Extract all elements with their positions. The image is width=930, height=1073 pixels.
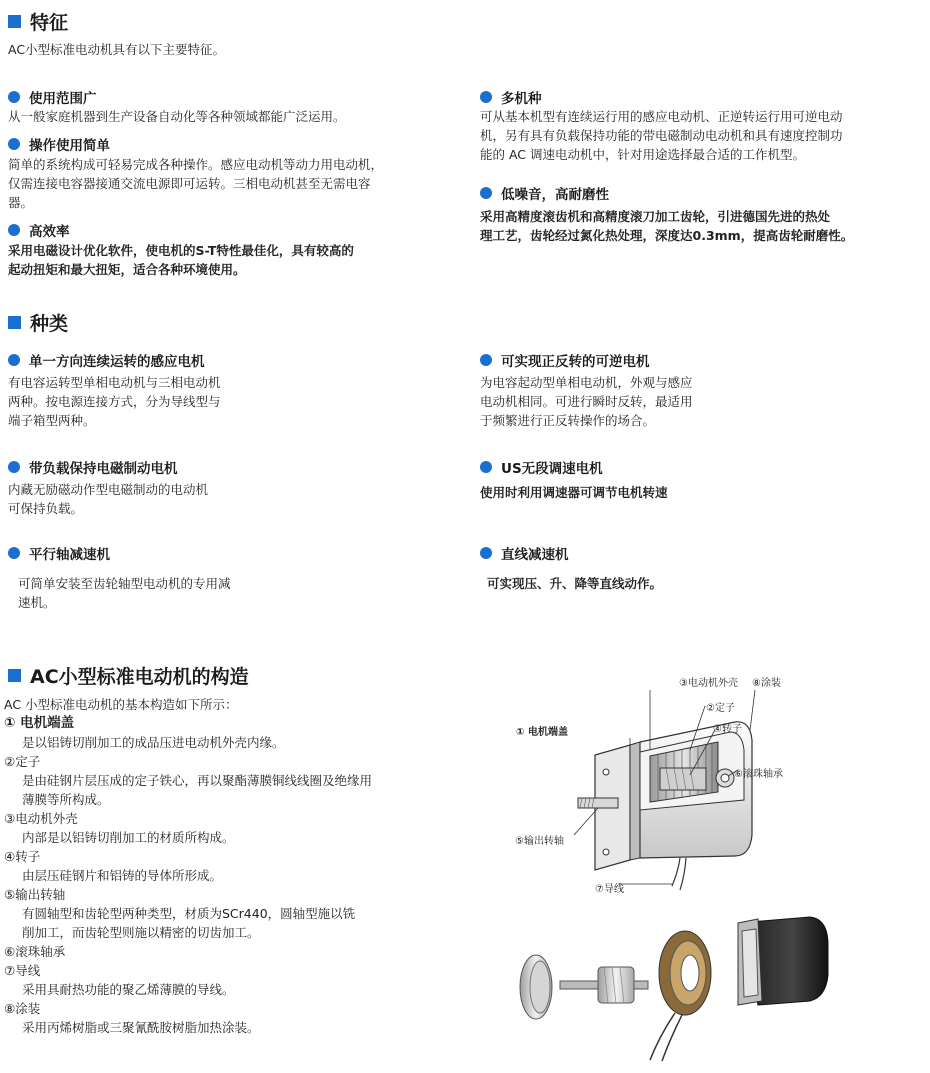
section-title: AC小型标准电动机的构造 xyxy=(30,666,249,688)
feature-text xyxy=(8,107,458,126)
part-number: ⑤ xyxy=(4,887,16,902)
feature-text xyxy=(8,241,458,279)
text-line: 能的 AC 调速电动机中，针对用途选择最合适的工作机型。 xyxy=(480,147,806,162)
blue-dot-icon xyxy=(8,354,20,366)
part-name: 电动机外壳 xyxy=(15,811,78,826)
text-line: 可简单安装至齿轮轴型电动机的专用减 xyxy=(18,576,231,591)
text-line: 简单的系统构成可轻易完成各种操作。感应电动机等动力用电动机， xyxy=(8,157,384,172)
blue-dot-icon xyxy=(480,354,492,366)
section-title: 种类 xyxy=(30,313,69,335)
text-line: 两种。按电源连接方式，分为导线型与 xyxy=(8,394,221,409)
text-line: 可从基本机型有连续运行用的感应电动机、正逆转运行用可逆电动 xyxy=(480,109,843,124)
type-item xyxy=(480,350,780,430)
part-heading xyxy=(4,714,474,733)
callout-coating: ⑧涂装 xyxy=(752,678,781,689)
type-text xyxy=(480,373,780,430)
type-item xyxy=(8,457,308,518)
part-desc: 内部是以铝铸切削加工的材质所构成。 xyxy=(22,830,235,845)
part-heading xyxy=(4,961,474,980)
text-line: 于频繁进行正反转操作的场合。 xyxy=(480,413,656,428)
type-title: 单一方向连续运转的感应电机 xyxy=(29,354,205,370)
part-desc: 是以铝铸切削加工的成品压进电动机外壳内缘。 xyxy=(22,735,285,750)
blue-dot-icon xyxy=(480,91,492,103)
feature-text xyxy=(480,107,925,164)
part-heading xyxy=(4,942,474,961)
part-heading xyxy=(4,847,474,866)
feature-text xyxy=(8,155,458,212)
blue-dot-icon xyxy=(480,461,492,473)
type-item xyxy=(480,457,780,502)
callout-ball-bearing: ⑥滚珠轴承 xyxy=(734,769,783,780)
text-line: 为电容起动型单相电动机，外观与感应 xyxy=(480,375,693,390)
callout-rotor: ④转子 xyxy=(713,724,742,735)
part-desc: 是由硅钢片层压成的定子铁心，再以聚酯薄膜铜线线圈及绝缘用 xyxy=(22,773,373,788)
feature-item xyxy=(480,87,925,164)
part-heading xyxy=(4,999,474,1018)
part-desc: 采用具耐热功能的聚乙烯薄膜的导线。 xyxy=(22,982,235,997)
text-line: 仅需连接电容器接通交流电源即可运转。三相电动机甚至无需电容 xyxy=(8,176,371,191)
type-text xyxy=(8,480,308,518)
part-name: 涂装 xyxy=(15,1001,41,1016)
section-header-construction xyxy=(8,662,249,689)
part-name: 导线 xyxy=(15,963,41,978)
blue-square-icon xyxy=(8,15,21,28)
callout-lead-wire: ⑦导线 xyxy=(595,884,624,895)
section-title: 特征 xyxy=(30,12,69,34)
text-line: 速机。 xyxy=(18,595,56,610)
type-text xyxy=(480,483,780,502)
type-title: 直线减速机 xyxy=(501,547,569,563)
part-name: 滚珠轴承 xyxy=(15,944,66,959)
text-line: 采用电磁设计优化软件，使电机的S-T特性最佳化，具有较高的 xyxy=(8,243,354,258)
construction-list xyxy=(4,695,474,1037)
type-title: 平行轴减速机 xyxy=(29,547,110,563)
text-line: 使用时利用调速器可调节电机转速 xyxy=(480,485,668,500)
blue-dot-icon xyxy=(8,224,20,236)
blue-dot-icon xyxy=(8,461,20,473)
type-title: 带负载保持电磁制动电机 xyxy=(29,461,178,477)
part-name: 定子 xyxy=(15,754,41,769)
part-desc: 由层压硅钢片和铝铸的导体所形成。 xyxy=(22,868,223,883)
motor-cutaway-illustration xyxy=(500,660,800,900)
part-desc: 采用丙烯树脂或三聚氰酰胺树脂加热涂装。 xyxy=(22,1020,260,1035)
type-item xyxy=(8,543,308,612)
text-line: 端子箱型两种。 xyxy=(8,413,96,428)
callout-output-shaft: ⑤输出转轴 xyxy=(515,836,564,847)
feature-item xyxy=(8,220,458,279)
blue-square-icon xyxy=(8,316,21,329)
feature-item xyxy=(8,87,458,126)
feature-item xyxy=(8,134,458,212)
feature-text xyxy=(480,207,925,245)
text-line: 从一般家庭机器到生产设备自动化等各种领域都能广泛运用。 xyxy=(8,109,346,124)
part-name: 输出转轴 xyxy=(15,887,66,902)
blue-dot-icon xyxy=(8,91,20,103)
text-line: 有电容运转型单相电动机与三相电动机 xyxy=(8,375,221,390)
part-number: ⑥ xyxy=(4,944,16,959)
feature-item xyxy=(480,183,925,245)
part-name: 转子 xyxy=(15,849,41,864)
text-line: 机，另有具有负载保持功能的带电磁制动电动机和具有速度控制功 xyxy=(480,128,843,143)
blue-dot-icon xyxy=(480,547,492,559)
part-desc: 薄膜等所构成。 xyxy=(22,792,110,807)
part-number: ③ xyxy=(4,811,16,826)
text-line: 可保持负载。 xyxy=(8,501,84,516)
motor-exploded-illustration xyxy=(510,905,840,1065)
text-line: 理工艺，齿轮经过氮化热处理，深度达0.3mm，提高齿轮耐磨性。 xyxy=(480,228,854,243)
blue-dot-icon xyxy=(8,138,20,150)
feature-title: 操作使用简单 xyxy=(29,138,110,154)
part-number: ④ xyxy=(4,849,16,864)
blue-dot-icon xyxy=(480,187,492,199)
section-header-types xyxy=(8,309,68,336)
part-heading xyxy=(4,752,474,771)
blue-dot-icon xyxy=(8,547,20,559)
part-number: ⑦ xyxy=(4,963,16,978)
part-number: ② xyxy=(4,754,16,769)
feature-title: 使用范围广 xyxy=(29,91,97,107)
text-line: 内藏无励磁动作型电磁制动的电动机 xyxy=(8,482,209,497)
part-heading xyxy=(4,885,474,904)
text-line: 起动扭矩和最大扭矩，适合各种环境使用。 xyxy=(8,262,246,277)
blue-square-icon xyxy=(8,669,21,682)
part-desc: 有圆轴型和齿轮型两种类型，材质为SCr440，圆轴型施以铣 xyxy=(22,906,356,921)
text-line: 采用高精度滚齿机和高精度滚刀加工齿轮，引进德国先进的热处 xyxy=(480,209,831,224)
type-item xyxy=(480,543,780,593)
section-header-features xyxy=(8,8,68,35)
callout-housing: ③电动机外壳 xyxy=(679,678,738,689)
callout-end-cover: ① 电机端盖 xyxy=(516,727,568,738)
text-line: 可实现压、升、降等直线动作。 xyxy=(487,576,663,591)
feature-title: 低噪音，高耐磨性 xyxy=(501,187,609,203)
feature-title: 高效率 xyxy=(29,224,70,240)
features-intro: AC小型标准电动机具有以下主要特征。 xyxy=(8,42,226,57)
type-title: US无段调速电机 xyxy=(501,461,603,477)
type-text xyxy=(8,574,308,612)
text-line: 电动机相同。可进行瞬时反转，最适用 xyxy=(480,394,693,409)
type-text xyxy=(8,373,308,430)
part-name: 电机端盖 xyxy=(20,715,75,731)
type-text xyxy=(480,574,780,593)
part-number: ⑧ xyxy=(4,1001,16,1016)
type-item xyxy=(8,350,308,430)
part-desc: 削加工，而齿轮型则施以精密的切齿加工。 xyxy=(22,925,260,940)
part-heading xyxy=(4,809,474,828)
feature-title: 多机种 xyxy=(501,91,542,107)
construction-intro: AC 小型标准电动机的基本构造如下所示： xyxy=(4,697,238,712)
type-title: 可实现正反转的可逆电机 xyxy=(501,354,650,370)
part-number: ① xyxy=(4,715,16,731)
callout-stator: ②定子 xyxy=(706,703,735,714)
text-line: 器。 xyxy=(8,195,34,210)
